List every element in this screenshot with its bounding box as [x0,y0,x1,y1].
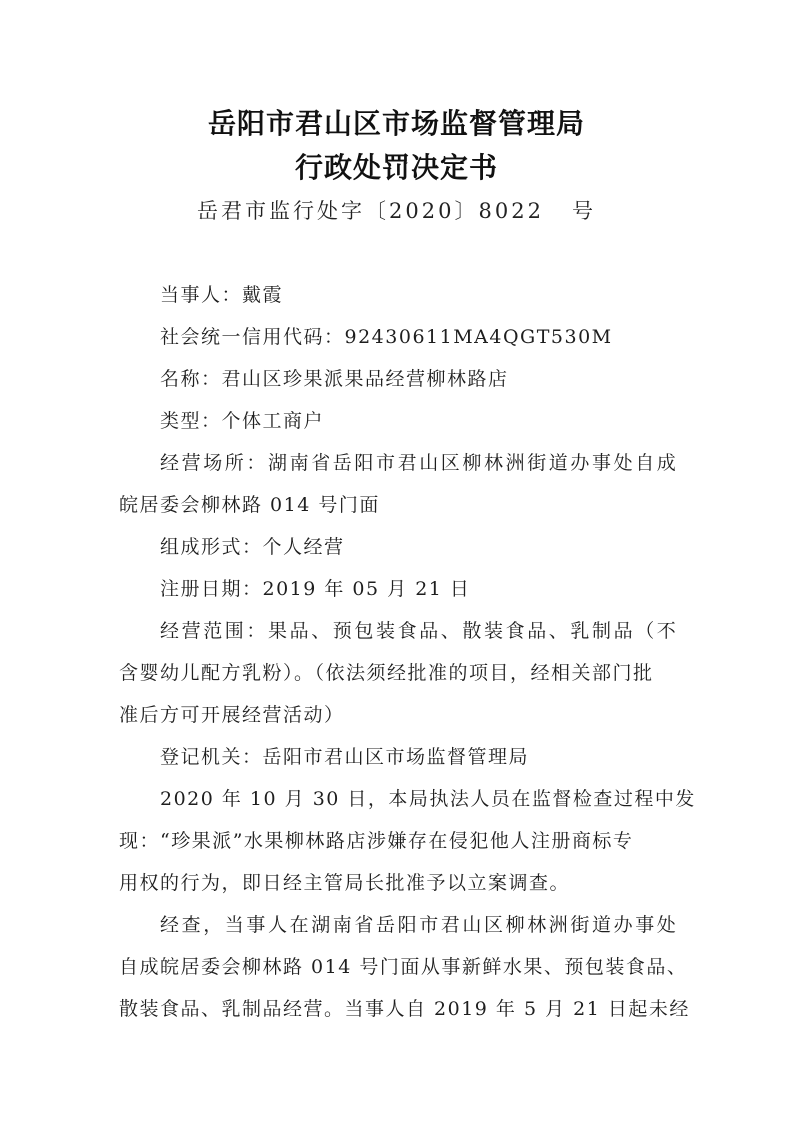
business-address-line1: 经营场所：湖南省岳阳市君山区柳林洲街道办事处自成 [160,452,679,474]
business-scope-line3: 准后方可开展经营活动） [119,704,345,726]
business-type: 类型：个体工商户 [160,410,325,432]
paragraph-investigation-line2: 自成皖居委会柳林路 014 号门面从事新鲜水果、预包装食品、 [119,956,688,978]
paragraph-investigation-line1: 经查，当事人在湖南省岳阳市君山区柳林洲街道办事处 [160,914,679,936]
document-number-suffix: 号 [571,199,596,223]
business-scope-line1: 经营范围：果品、预包装食品、散装食品、乳制品（不 [160,620,679,642]
registration-authority: 登记机关：岳阳市君山区市场监督管理局 [160,746,530,768]
document-title-agency: 岳阳市君山区市场监督管理局 [207,107,585,140]
paragraph-discovery-line2: 现：“珍果派”水果柳林路店涉嫌存在侵犯他人注册商标专 [119,830,634,852]
party-name: 当事人：戴霞 [160,284,284,306]
business-scope-line2: 含婴幼儿配方乳粉）。（依法须经批准的项目，经相关部门批 [119,662,654,684]
organization-form: 组成形式：个人经营 [160,536,345,558]
document-number [0,195,793,225]
business-address-line2: 皖居委会柳林路 014 号门面 [119,494,380,516]
paragraph-discovery-line1: 2020 年 10 月 30 日，本局执法人员在监督检查过程中发 [160,788,696,810]
registration-date: 注册日期：2019 年 05 月 21 日 [160,578,471,600]
document-number-code: 岳君市监行处字〔2020〕8022 [197,199,544,223]
business-name: 名称：君山区珍果派果品经营柳林路店 [160,368,509,390]
paragraph-investigation-line3: 散装食品、乳制品经营。当事人自 2019 年 5 月 21 日起未经 [119,998,690,1020]
paragraph-discovery-line3: 用权的行为，即日经主管局长批准予以立案调查。 [119,872,571,894]
credit-code: 社会统一信用代码：92430611MA4QGT530M [160,326,613,348]
document-title-type: 行政处罚决定书 [294,151,498,184]
